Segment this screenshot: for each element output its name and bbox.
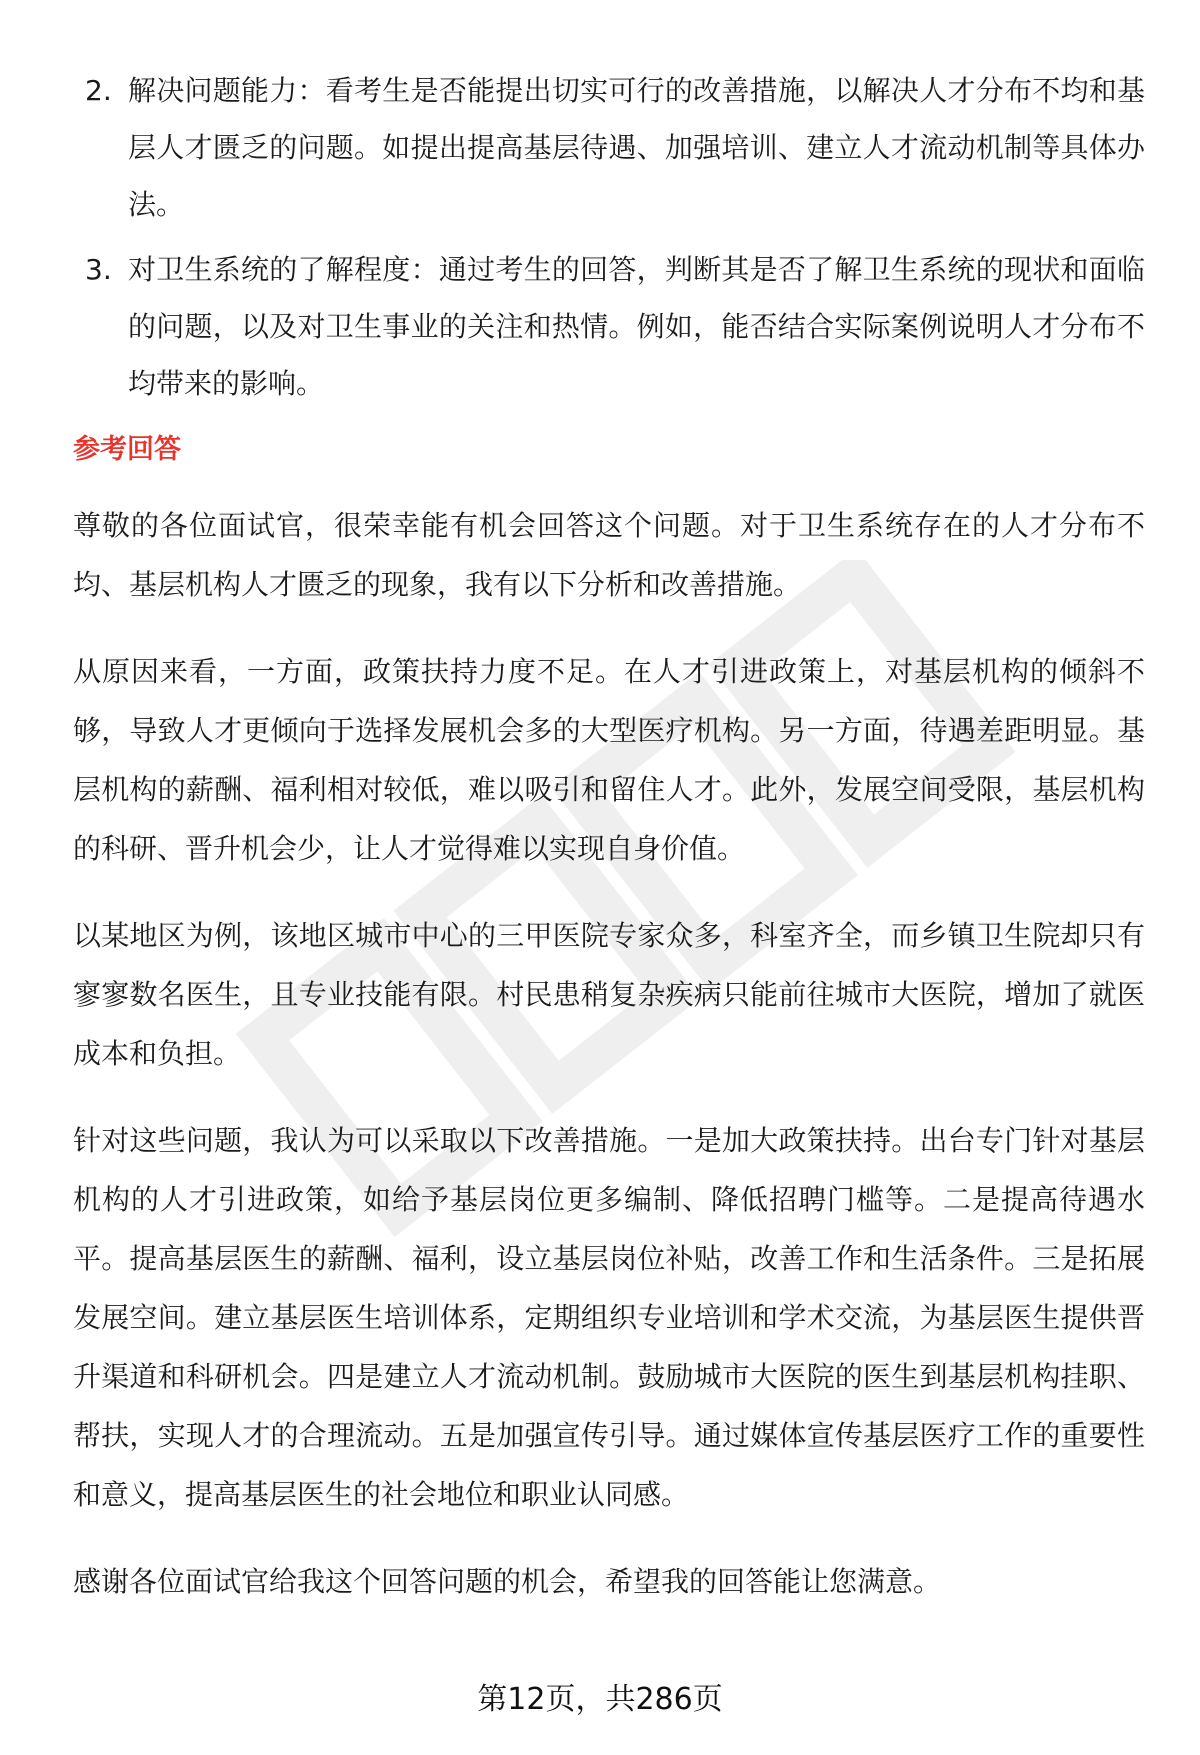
paragraph: 感谢各位面试官给我这个回答问题的机会，希望我的回答能让您满意。 <box>73 1565 942 1598</box>
paragraph: 针对这些问题，我认为可以采取以下改善措施。一是加大政策扶持。出台专门针对基层机构的人才引进政策，如给予基层岗位更多编制、降低招聘门槛等。二是提高待遇水平。提高基层医生的薪酬、福利，设立基层岗位补贴，改善工作和生活条件。三是拓展发展空间。建立基层医生培训体系，定期组织专业培训和学术交流，为基层医生提供晋升渠道和科研机会。四是建立人才流动机制。鼓励城市大医院的医生到基层机构挂职、帮扶，实现人才的合理流动。五是加强宣传引导。通过媒体宣传基层医疗工作的重要性和意义，提高基层医生的社会地位和职业认同感。 <box>73 1124 1145 1511</box>
criteria-list <box>73 62 1145 412</box>
main-content <box>73 62 1145 1639</box>
list-item-text: 解决问题能力：看考生是否能提出切实可行的改善措施，以解决人才分布不均和基层人才匮乏的问题。如提出提高基层待遇、加强培训、建立人才流动机制等具体办法。 <box>128 74 1145 221</box>
paragraph: 从原因来看，一方面，政策扶持力度不足。在人才引进政策上，对基层机构的倾斜不够，导致人才更倾向于选择发展机会多的大型医疗机构。另一方面，待遇差距明显。基层机构的薪酬、福利相对较低，难以吸引和留住人才。此外，发展空间受限，基层机构的科研、晋升机会少，让人才觉得难以实现自身价值。 <box>73 655 1145 865</box>
list-item-number: 2. <box>85 74 112 107</box>
list-item <box>73 62 1145 233</box>
section-heading: 参考回答 <box>73 434 181 465</box>
list-item <box>73 241 1145 412</box>
page-number-footer: 第12页，共286页 <box>477 1682 723 1717</box>
list-item-number: 3. <box>85 253 112 286</box>
paragraph: 尊敬的各位面试官，很荣幸能有机会回答这个问题。对于卫生系统存在的人才分布不均、基层机构人才匮乏的现象，我有以下分析和改善措施。 <box>73 509 1145 601</box>
paragraph: 以某地区为例，该地区城市中心的三甲医院专家众多，科室齐全，而乡镇卫生院却只有寥寥数名医生，且专业技能有限。村民患稍复杂疾病只能前往城市大医院，增加了就医成本和负担。 <box>73 919 1145 1070</box>
list-item-text: 对卫生系统的了解程度：通过考生的回答，判断其是否了解卫生系统的现状和面临的问题，以及对卫生事业的关注和热情。例如，能否结合实际案例说明人才分布不均带来的影响。 <box>128 253 1145 400</box>
